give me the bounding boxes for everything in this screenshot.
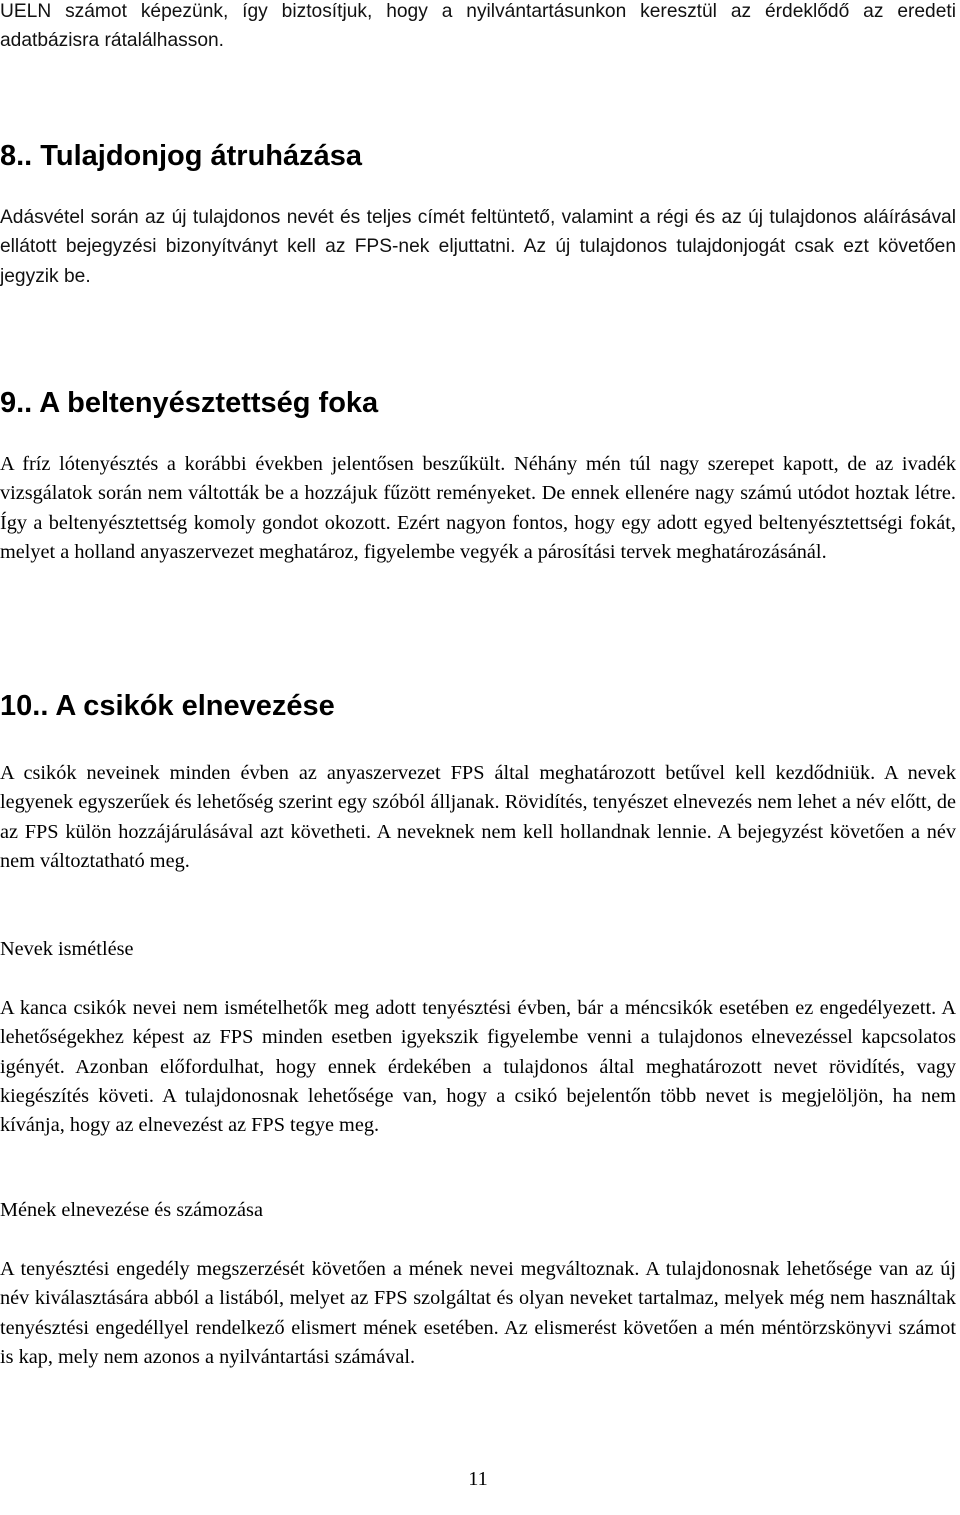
- subsection-menek-elnevezese-paragraph: A tenyésztési engedély megszerzését követően a mének nevei megváltoznak. A tulajdonosnak lehetősége van az új név kiválasztására abból a listából, melyet az FPS szolgáltat és olyan neveket tartalmaz, melyek még nem használtak tenyésztési engedéllyel rendelkező elismert mének esetében. Az elismerést követően a mén méntörzskönyvi számot is kap, mely nem azonos a nyilvántartási számával.: [0, 1258, 956, 1368]
- section-10-paragraph: A csikók neveinek minden évben az anyaszervezet FPS által meghatározott betűvel kell kezdődniük. A nevek legyenek egyszerűek és lehetőség szerint egy szóból álljanak. Rövidítés, tenyészet elnevezés nem lehet a név előtt, de az FPS külön hozzájárulásával azt követheti. A neveknek nem kell hollandnak lennie. A bejegyzést követően a név nem változtatható meg.: [0, 762, 956, 872]
- section-8-heading: 8.. Tulajdonjog átruházása: [0, 140, 363, 172]
- subsection-title-menek-elnevezese: Mének elnevezése és számozása: [0, 1199, 263, 1221]
- subsection-title-nevek-ismetlese: Nevek ismétlése: [0, 938, 134, 960]
- section-9-paragraph: A fríz lótenyésztés a korábbi években jelentősen beszűkült. Néhány mén túl nagy szerepet kapott, de az ivadék vizsgálatok során nem váltották be a hozzájuk fűzött reményeket. De ennek ellenére nagy számú utódot hoztak létre. Így a beltenyésztettség komoly gondot okozott. Ezért nagyon fontos, hogy egy adott egyed beltenyésztettségi fokát, melyet a holland anyaszervezet meghatároz, figyelembe vegyék a párosítási tervek meghatározásánál.: [0, 453, 956, 563]
- section-9-heading: 9.. A beltenyésztettség foka: [0, 387, 379, 419]
- page-number: 11: [468, 1468, 488, 1490]
- intro-paragraph: UELN számot képezünk, így biztosítjuk, hogy a nyilvántartásunkon keresztül az érdeklődő az eredeti adatbázisra rátalálhasson.: [0, 1, 956, 52]
- section-8-paragraph: Adásvétel során az új tulajdonos nevét és teljes címét feltüntető, valamint a régi és az új tulajdonos aláírásával ellátott bejegyzési bizonyítványt kell az FPS-nek eljuttatni. Az új tulajdonos tulajdonjogát csak ezt követően jegyzik be.: [0, 207, 956, 287]
- subsection-nevek-ismetlese-paragraph: A kanca csikók nevei nem ismételhetők meg adott tenyésztési évben, bár a méncsikók esetében ez engedélyezett. A lehetőségekhez képest az FPS minden esetben igyekszik figyelembe venni a tulajdonos elnevezéssel kapcsolatos igényét. Azonban előfordulhat, hogy ennek érdekében a tulajdonos által meghatározott nevet rövidítés, vagy kiegészítés követi. A tulajdonosnak lehetősége van, hogy a csikó bejelentőn több nevet is megjelöljön, ha nem kívánja, hogy az elnevezést az FPS tegye meg.: [0, 997, 956, 1137]
- section-10-heading: 10.. A csikók elnevezése: [0, 690, 335, 722]
